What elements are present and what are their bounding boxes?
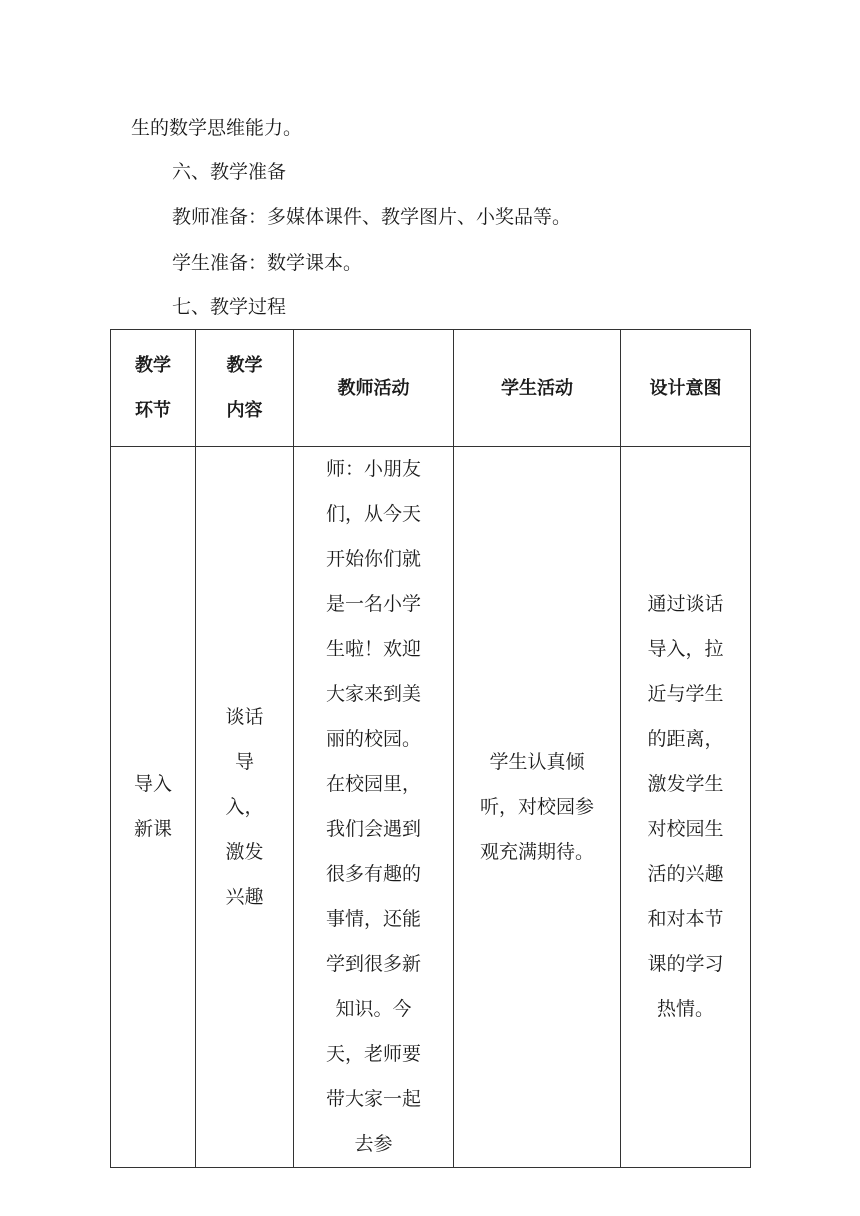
cell-section: 导入新课 xyxy=(111,447,196,1168)
cell-content: 谈话导入，激发兴趣 xyxy=(196,447,294,1168)
student-preparation: 学生准备：数学课本。 xyxy=(172,252,363,274)
paragraph-line: 生的数学思维能力。 xyxy=(131,117,303,139)
header-content: 教学内容 xyxy=(196,330,294,447)
table-row xyxy=(111,447,751,1168)
cell-student-activity: 学生认真倾听，对校园参观充满期待。 xyxy=(454,447,621,1168)
header-design-intent: 设计意图 xyxy=(621,330,751,447)
section-heading-process: 七、教学过程 xyxy=(172,296,287,318)
header-student-activity: 学生活动 xyxy=(454,330,621,447)
cell-teacher-activity: 师：小朋友们，从今天开始你们就是一名小学生啦！欢迎大家来到美丽的校园。在校园里，我们会遇到很多有趣的事情，还能学到很多新知识。今天，老师要带大家一起去参 xyxy=(294,447,454,1168)
teacher-preparation: 教师准备：多媒体课件、教学图片、小奖品等。 xyxy=(172,206,572,228)
teaching-process-table xyxy=(110,329,751,1168)
header-section: 教学环节 xyxy=(111,330,196,447)
table-header-row xyxy=(111,330,751,447)
section-heading-preparation: 六、教学准备 xyxy=(172,161,287,183)
cell-design-intent: 通过谈话导入，拉近与学生的距离，激发学生对校园生活的兴趣和对本节课的学习热情。 xyxy=(621,447,751,1168)
header-teacher-activity: 教师活动 xyxy=(294,330,454,447)
